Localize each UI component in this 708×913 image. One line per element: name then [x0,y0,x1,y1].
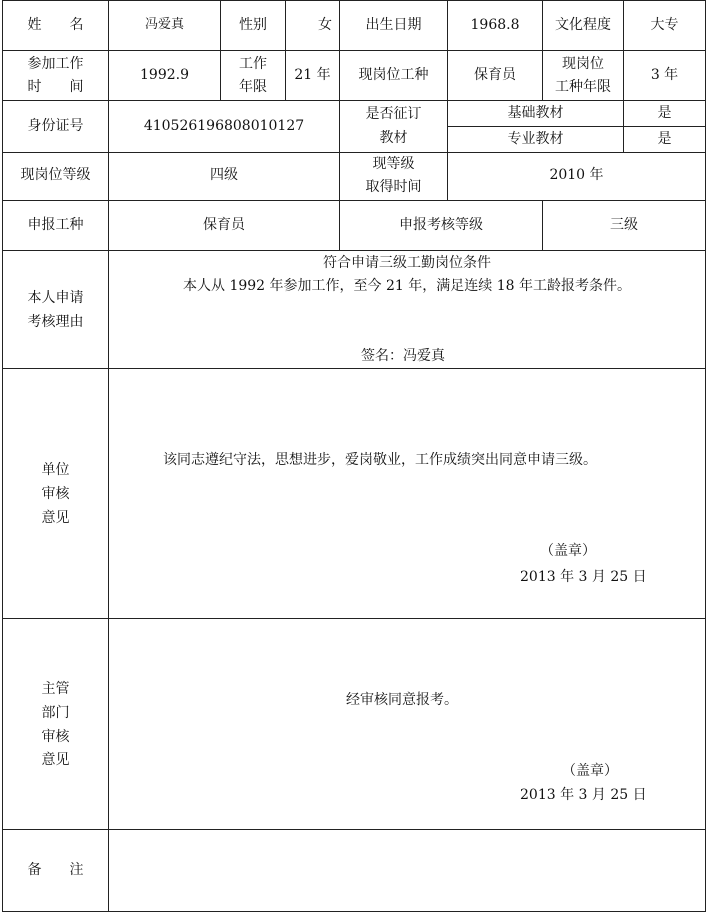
dept-date: 2013 年 3 月 25 日 [520,787,647,803]
birth-value: 1968.8 [470,17,520,33]
grade-label: 现岗位等级 [20,167,91,183]
dept-label-2: 部门 [41,705,70,721]
textbook-label-2: 教材 [379,130,408,146]
name-value: 冯爱真 [144,17,184,32]
remarks-label: 备 注 [27,862,84,878]
unit-seal: （盖章） [540,543,596,559]
unit-opinion: 该同志遵纪守法，思想进步，爱岗敬业，工作成绩突出同意申请三级。 [163,452,597,468]
dept-label-4: 意见 [41,752,70,768]
basic-textbook-label: 基础教材 [507,105,564,121]
gender-value: 女 [318,17,332,33]
id-label: 身份证号 [27,118,84,134]
unit-label-2: 审核 [41,486,70,502]
apply-type-label: 申报工种 [27,217,84,233]
work-years-label-1: 工作 [239,56,267,72]
birth-label: 出生日期 [365,17,422,33]
id-value: 410526196808010127 [143,118,305,134]
reason-line-2: 本人从 1992 年参加工作，至今 21 年，满足连续 18 年工龄报考条件。 [183,278,631,294]
apply-level-value: 三级 [610,217,638,233]
unit-label-1: 单位 [41,462,70,478]
job-type-value: 保育员 [474,67,516,83]
pro-textbook-label: 专业教材 [507,131,564,147]
dept-label-1: 主管 [41,681,70,697]
gender-label: 性别 [239,17,267,33]
basic-textbook-value: 是 [657,105,672,121]
reason-signature: 签名：冯爱真 [361,348,445,364]
job-years-label-2: 工种年限 [555,79,611,95]
remarks-field[interactable] [109,830,705,911]
grade-time-value: 2010 年 [549,167,604,183]
work-years-label-2: 年限 [239,79,267,95]
grade-time-label-2: 取得时间 [365,179,422,195]
unit-date: 2013 年 3 月 25 日 [520,569,647,585]
job-type-label: 现岗位工种 [358,67,429,83]
education-value: 大专 [650,17,679,33]
reason-label-1: 本人申请 [27,290,84,306]
work-years-value: 21 年 [294,67,331,83]
dept-seal: （盖章） [562,763,618,779]
job-years-label-1: 现岗位 [562,56,604,72]
education-label: 文化程度 [555,17,611,33]
dept-opinion: 经审核同意报考。 [346,692,458,708]
job-years-value: 3 年 [650,67,679,83]
grade-time-label-1: 现等级 [372,156,415,172]
unit-label-3: 意见 [41,510,70,526]
grid-line [705,0,706,912]
reason-line-1: 符合申请三级工勤岗位条件 [323,255,491,271]
apply-type-value: 保育员 [203,217,245,233]
work-start-label-2: 时 间 [27,79,84,95]
grade-value: 四级 [210,167,238,183]
grid-line [285,0,286,50]
apply-level-label: 申报考核等级 [399,217,483,233]
reason-label-2: 考核理由 [27,314,84,330]
textbook-label-1: 是否征订 [365,106,422,122]
dept-label-3: 审核 [41,729,70,745]
work-start-value: 1992.9 [140,67,189,83]
name-label: 姓 名 [27,17,84,33]
pro-textbook-value: 是 [657,131,672,147]
work-start-label-1: 参加工作 [27,56,84,72]
grid-line [447,126,706,127]
